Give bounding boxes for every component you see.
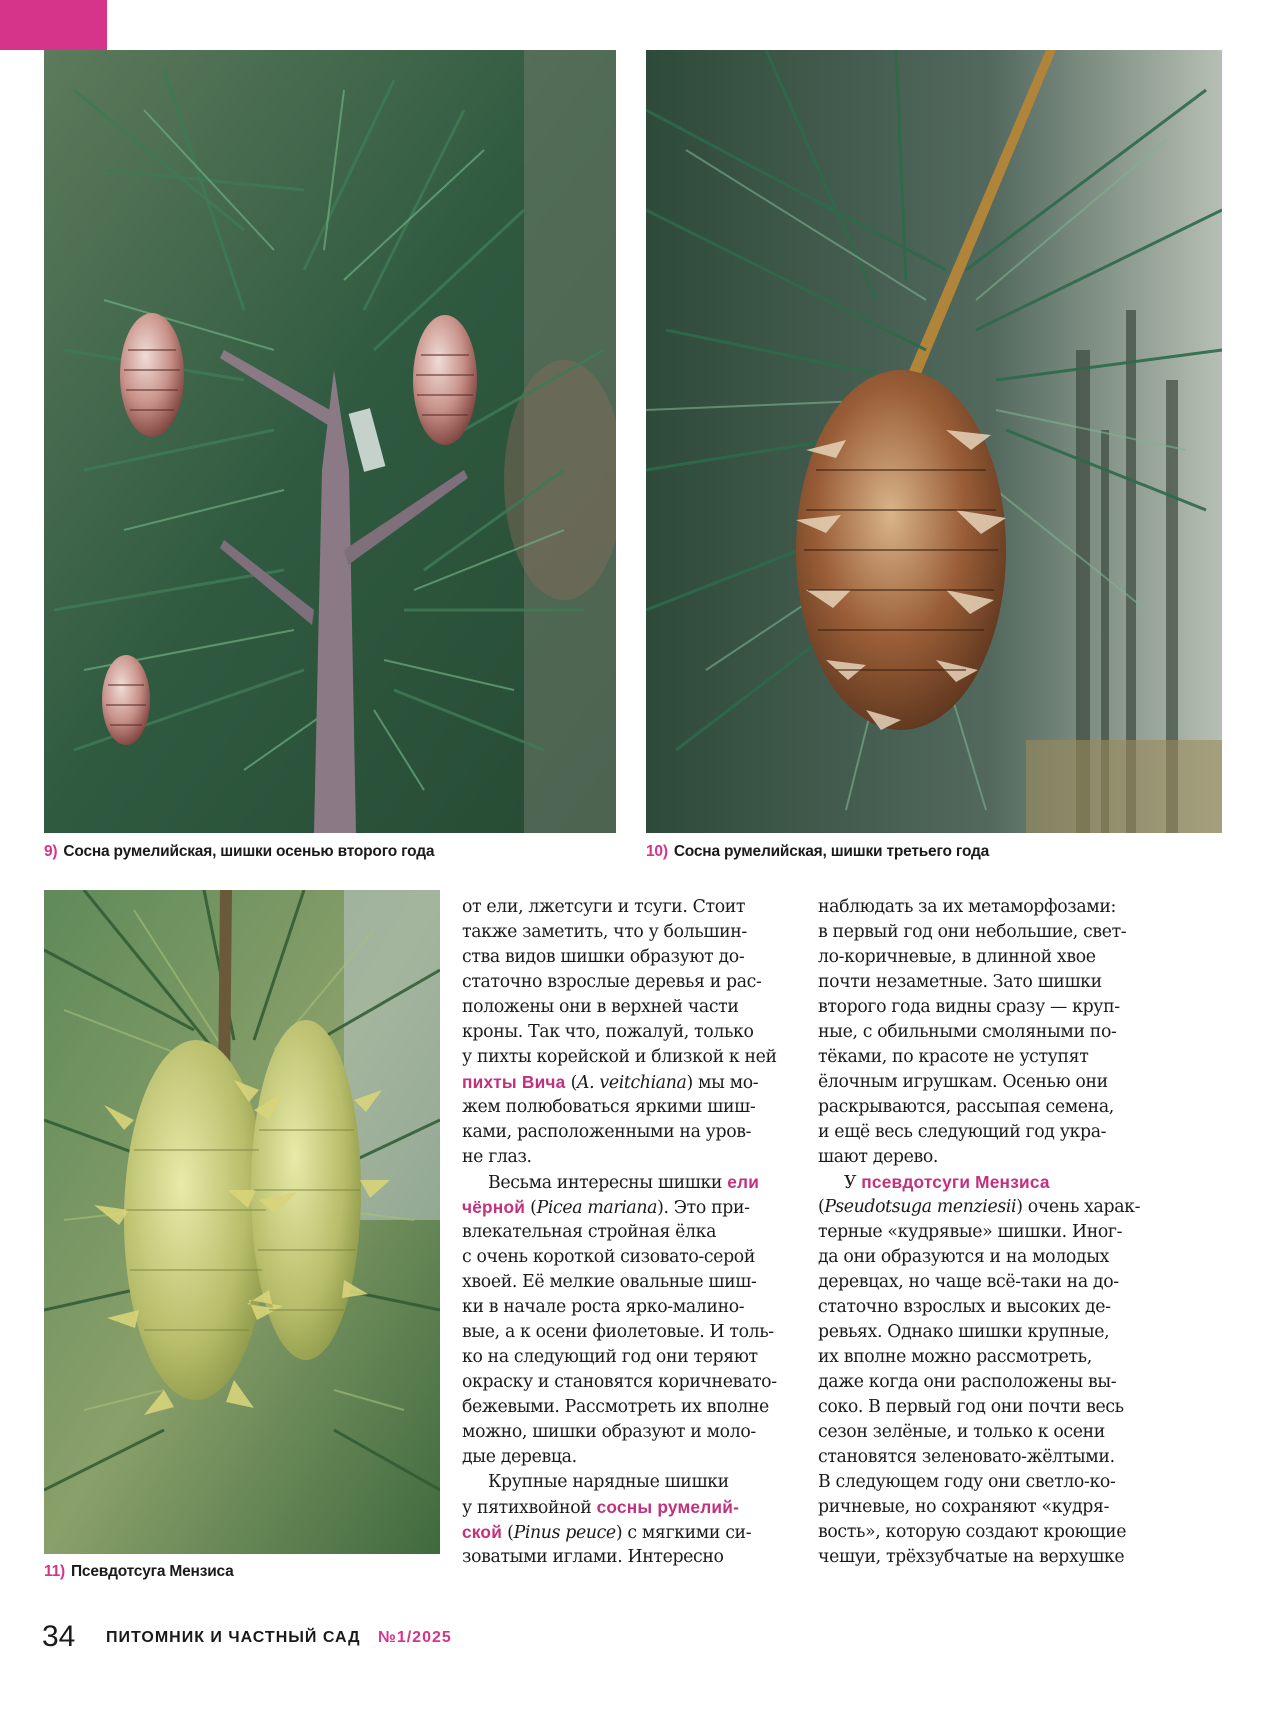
text-line: ные, с обильными смоляными по- [818, 1022, 1117, 1042]
text-line: тёками, по красоте не уступят [818, 1047, 1089, 1067]
text-line: Крупные нарядные шишки [488, 1472, 729, 1492]
caption-number: 11) [44, 1563, 65, 1580]
text-line: статочно взрослых и высоких де- [818, 1297, 1111, 1317]
text-line: жем полюбоваться яркими шиш- [462, 1097, 756, 1117]
text-line: и ещё весь следующий год укра- [818, 1122, 1107, 1142]
caption-photo-10 [646, 843, 989, 861]
text-line: чёрной (Picea mariana). Это при- [462, 1197, 750, 1218]
text-line: у пихты корейской и близкой к ней [462, 1047, 777, 1067]
text-line: сезон зелёные, и только к осени [818, 1422, 1105, 1442]
text-line: также заметить, что у большин- [462, 922, 747, 942]
text-line: Весьма интересны шишки ели [488, 1172, 760, 1193]
species-link-veitch-fir: пихты Вича [462, 1072, 566, 1092]
text-line: ревьях. Однако шишки крупные, [818, 1322, 1110, 1342]
article-column-2 [818, 895, 1158, 1570]
text-line: шают дерево. [818, 1147, 939, 1167]
text-line: влекательная стройная ёлка [462, 1222, 717, 1242]
text-line: терные «кудрявые» шишки. Иног- [818, 1222, 1123, 1242]
text-line: бежевыми. Рассмотреть их вполне [462, 1397, 769, 1417]
text-line: не глаз. [462, 1147, 532, 1167]
text-line: ства видов шишки образуют до- [462, 947, 745, 967]
text-line: вость», которую создают кроющие [818, 1522, 1127, 1542]
text-line: ко на следующий год они теряют [462, 1347, 758, 1367]
photo-douglas-fir-cones [44, 890, 440, 1554]
text-line: положены они в верхней части [462, 997, 739, 1017]
text-line: второго года видны сразу — круп- [818, 997, 1120, 1017]
species-link-black-spruce: чёрной [462, 1197, 526, 1217]
species-link-macedonian-pine: ской [462, 1522, 503, 1542]
text-line: ками, расположенными на уров- [462, 1122, 752, 1142]
magazine-title: ПИТОМНИК И ЧАСТНЫЙ САД [106, 1629, 361, 1646]
text-line: чешуи, трёхзубчатые на верхушке [818, 1547, 1125, 1567]
latin-name: Pseudotsuga menziesii [824, 1197, 1017, 1217]
text-line: их вполне можно рассмотреть, [818, 1347, 1092, 1367]
text-line: в первый год они небольшие, свет- [818, 922, 1127, 942]
photo-pine-cones-second-year [44, 50, 616, 833]
text-line: В следующем году они светло-ко- [818, 1472, 1116, 1492]
corner-accent-tab [0, 0, 107, 50]
text-line: соко. В первый год они почти весь [818, 1397, 1124, 1417]
caption-text: Сосна румелийская, шишки третьего года [673, 843, 990, 860]
latin-name: Pinus peuce [513, 1523, 616, 1543]
text-line: хвоей. Её мелкие овальные шиш- [462, 1272, 757, 1292]
text-line: У псевдотсуги Мензиса [844, 1172, 1050, 1193]
text-line: статочно взрослые деревья и рас- [462, 972, 762, 992]
text-line: почти незаметные. Зато шишки [818, 972, 1102, 992]
text-line: зоватыми иглами. Интересно [462, 1547, 724, 1567]
text-line: наблюдать за их метаморфозами: [818, 897, 1117, 917]
latin-name: A. veitchiana [577, 1073, 687, 1093]
text-line: ской (Pinus peuce) с мягкими си- [462, 1522, 752, 1543]
text-line: от ели, лжетсуги и тсуги. Стоит [462, 897, 746, 917]
species-link-black-spruce: ели [727, 1172, 760, 1192]
text-line: кроны. Так что, пожалуй, только [462, 1022, 754, 1042]
text-line: можно, шишки образуют и моло- [462, 1422, 756, 1442]
caption-number: 10) [646, 843, 668, 860]
caption-text: Псевдотсуга Мензиса [70, 1563, 234, 1580]
text-line: вые, а к осени фиолетовые. И толь- [462, 1322, 774, 1342]
text-line: ёлочным игрушкам. Осенью они [818, 1072, 1108, 1092]
issue-number: №1/2025 [378, 1629, 452, 1646]
page-number: 34 [42, 1620, 76, 1653]
latin-name: Picea mariana [536, 1198, 658, 1218]
text-line: окраску и становятся коричневато- [462, 1372, 777, 1392]
text-line: пихты Вича (A. veitchiana) мы мо- [462, 1072, 759, 1093]
text-line: ричневые, но сохраняют «кудря- [818, 1497, 1110, 1517]
species-link-macedonian-pine: сосны румелий- [596, 1497, 740, 1517]
caption-photo-11 [44, 1563, 234, 1581]
text-line: да они образуются и на молодых [818, 1247, 1110, 1267]
text-line: ло-коричневые, в длинной хвое [818, 947, 1096, 967]
species-link-douglas-fir: псевдотсуги Мензиса [861, 1172, 1050, 1192]
text-line: раскрываются, рассыпая семена, [818, 1097, 1114, 1117]
caption-photo-9 [44, 843, 434, 861]
text-line: дые деревца. [462, 1447, 577, 1467]
text-line: даже когда они расположены вы- [818, 1372, 1117, 1392]
text-line: у пятихвойной сосны румелий- [462, 1497, 740, 1518]
text-line: деревцах, но чаще всё-таки на до- [818, 1272, 1119, 1292]
text-line: (Pseudotsuga menziesii) очень харак- [818, 1197, 1141, 1217]
caption-text: Сосна румелийская, шишки осенью второго года [63, 843, 435, 860]
caption-number: 9) [44, 843, 58, 860]
text-line: с очень короткой сизовато-серой [462, 1247, 755, 1267]
text-line: становятся зеленовато-жёлтыми. [818, 1447, 1115, 1467]
text-line: ки в начале роста ярко-малино- [462, 1297, 745, 1317]
photo-pine-cone-third-year [646, 50, 1222, 833]
article-column-1 [462, 895, 802, 1570]
